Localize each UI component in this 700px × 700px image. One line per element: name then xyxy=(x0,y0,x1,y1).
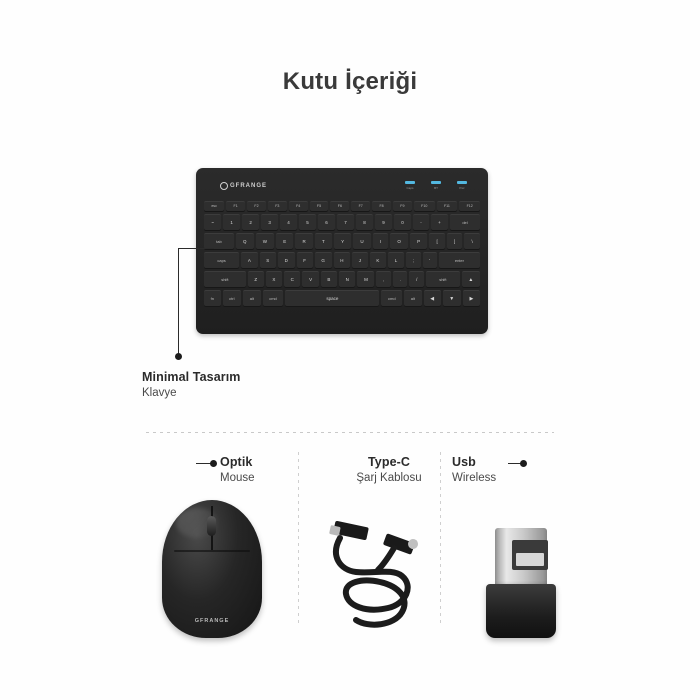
key-x: X xyxy=(266,271,282,288)
key-fn: fn xyxy=(204,290,221,307)
mouse-seam xyxy=(174,550,250,552)
vertical-divider-1 xyxy=(298,452,299,627)
key-plus: + xyxy=(431,214,448,231)
key-i: I xyxy=(373,233,389,250)
mouse-brand-label: GFRANGE xyxy=(194,618,230,624)
key-arrow-right: ▶ xyxy=(463,290,480,307)
key-k: K xyxy=(370,252,386,269)
key-minus: - xyxy=(413,214,429,231)
led-caps-icon: Caps xyxy=(402,181,418,190)
key-f12: F12 xyxy=(459,201,480,212)
callout-cable-title: Type-C xyxy=(367,455,411,469)
key-alt-right: alt xyxy=(404,290,421,307)
keyboard-led-group xyxy=(402,181,470,190)
usb-dongle-illustration xyxy=(486,528,560,640)
key-f6: F6 xyxy=(330,201,349,212)
key-quote: ' xyxy=(423,252,437,269)
key-f9: F9 xyxy=(393,201,412,212)
key-9: 9 xyxy=(375,214,392,231)
callout-mouse-dot-icon xyxy=(210,460,217,467)
key-s: S xyxy=(260,252,276,269)
key-period: . xyxy=(393,271,408,288)
key-l: L xyxy=(388,252,404,269)
key-esc: esc xyxy=(204,201,224,212)
key-g: G xyxy=(315,252,332,269)
key-a: A xyxy=(241,252,257,269)
page-title: Kutu İçeriği xyxy=(282,68,418,95)
key-o: O xyxy=(390,233,408,250)
key-bracket-right: ] xyxy=(447,233,463,250)
key-comma: , xyxy=(376,271,391,288)
key-w: W xyxy=(256,233,275,250)
callout-mouse-subtitle: Mouse xyxy=(220,472,255,484)
key-f2: F2 xyxy=(247,201,266,212)
callout-keyboard-dot-icon xyxy=(175,353,182,360)
callout-usb-title: Usb xyxy=(452,455,476,469)
cable-illustration xyxy=(322,508,442,638)
callout-usb-dot-icon xyxy=(520,460,527,467)
mouse-body xyxy=(162,500,262,638)
key-ctrl-left: ctrl xyxy=(223,290,242,307)
callout-keyboard-label xyxy=(142,370,241,399)
key-6: 6 xyxy=(318,214,335,231)
led-bluetooth-icon: BT xyxy=(428,181,444,190)
usb-dongle-body xyxy=(486,584,556,638)
key-r: R xyxy=(295,233,313,250)
key-c: C xyxy=(284,271,300,288)
brand-mark-icon xyxy=(220,182,228,190)
key-d: D xyxy=(278,252,295,269)
key-f: F xyxy=(297,252,313,269)
callout-usb-subtitle: Wireless xyxy=(452,472,497,484)
key-f3: F3 xyxy=(268,201,287,212)
key-shift-left: shift xyxy=(204,271,246,288)
key-n: N xyxy=(339,271,355,288)
key-e: E xyxy=(276,233,293,250)
callout-keyboard-vertical-line xyxy=(178,248,179,356)
usb-a-connector-icon xyxy=(329,521,369,541)
key-alt-left: alt xyxy=(243,290,260,307)
key-arrow-left: ◀ xyxy=(424,290,441,307)
key-f10: F10 xyxy=(414,201,435,212)
key-b: B xyxy=(321,271,337,288)
key-3: 3 xyxy=(261,214,278,231)
key-h: H xyxy=(334,252,351,269)
key-shift-right: shift xyxy=(426,271,460,288)
callout-keyboard-title: Minimal Tasarım xyxy=(142,370,241,384)
key-y: Y xyxy=(334,233,351,250)
key-f5: F5 xyxy=(310,201,329,212)
key-5: 5 xyxy=(299,214,316,231)
key-bracket-left: [ xyxy=(429,233,445,250)
usb-connector-slot-icon xyxy=(512,540,548,570)
key-enter: enter xyxy=(439,252,480,269)
key-tab: tab xyxy=(204,233,234,250)
keyboard-row-function xyxy=(204,201,480,212)
key-0: 0 xyxy=(394,214,411,231)
key-7: 7 xyxy=(337,214,354,231)
key-4: 4 xyxy=(280,214,297,231)
led-power-icon: Pwr xyxy=(454,181,470,190)
key-tilde: ~ xyxy=(204,214,221,231)
key-capslock: caps xyxy=(204,252,239,269)
callout-keyboard xyxy=(142,248,378,399)
key-u: U xyxy=(353,233,371,250)
key-space: space xyxy=(285,290,379,307)
key-semicolon: ; xyxy=(406,252,421,269)
keyboard-brand xyxy=(220,182,267,190)
key-8: 8 xyxy=(356,214,373,231)
key-f8: F8 xyxy=(372,201,391,212)
callout-cable-subtitle: Şarj Kablosu xyxy=(356,472,422,484)
mouse-illustration xyxy=(162,500,262,640)
key-delete: del xyxy=(450,214,480,231)
key-p: P xyxy=(410,233,427,250)
key-f1: F1 xyxy=(226,201,245,212)
key-cmd-right: cmd xyxy=(381,290,402,307)
key-m: M xyxy=(357,271,374,288)
key-2: 2 xyxy=(242,214,259,231)
key-backslash: \ xyxy=(464,233,480,250)
key-f4: F4 xyxy=(289,201,308,212)
callout-keyboard-horizontal-line xyxy=(178,248,214,249)
key-cmd-left: cmd xyxy=(263,290,284,307)
callout-mouse-title: Optik xyxy=(220,455,253,469)
key-t: T xyxy=(315,233,332,250)
key-v: V xyxy=(302,271,318,288)
usb-c-cable-drawing xyxy=(322,508,442,638)
callout-mouse-label xyxy=(220,455,255,484)
key-slash: / xyxy=(409,271,424,288)
key-arrow-down: ▼ xyxy=(443,290,461,307)
key-1: 1 xyxy=(223,214,240,231)
key-z: Z xyxy=(248,271,264,288)
horizontal-divider xyxy=(146,432,554,433)
callout-keyboard-subtitle: Klavye xyxy=(142,387,177,399)
keyboard-brand-label: GFRANGE xyxy=(230,183,267,189)
usb-connector-metal xyxy=(495,528,547,588)
callout-cable-label xyxy=(330,455,448,484)
mouse-scroll-wheel-icon xyxy=(207,516,216,536)
keyboard-row-number xyxy=(204,214,480,231)
key-arrow-up: ▲ xyxy=(462,271,480,288)
callout-usb-label xyxy=(452,455,496,484)
key-j: J xyxy=(352,252,368,269)
key-f7: F7 xyxy=(351,201,370,212)
key-f11: F11 xyxy=(437,201,458,212)
key-q: Q xyxy=(236,233,254,250)
